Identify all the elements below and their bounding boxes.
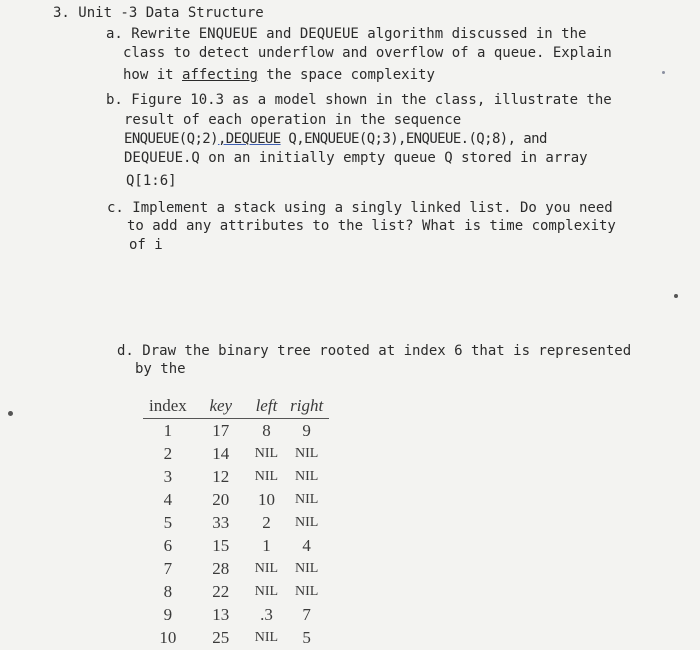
ink-dot: [8, 411, 13, 416]
table-row: [143, 557, 329, 580]
cell-left: 1: [262, 535, 271, 555]
cell-index: 8: [163, 581, 173, 601]
cell-key: 25: [212, 627, 230, 647]
question-a-line-3-start: how it: [123, 67, 183, 83]
cell-left: NIL: [254, 560, 279, 576]
cell-right: 5: [302, 627, 311, 647]
cell-left: .3: [260, 604, 273, 624]
question-a-line-3: [123, 66, 435, 84]
question-d-line-2: by the: [135, 361, 186, 377]
question-a-line-3-end: the space complexity: [257, 67, 435, 83]
question-b-line-2: result of each operation in the sequence: [124, 112, 462, 128]
cell-left: NIL: [254, 468, 279, 484]
cell-right: NIL: [294, 583, 319, 599]
question-b-line-3: [124, 130, 547, 148]
cell-right: 7: [302, 604, 311, 624]
table-row: [143, 626, 329, 649]
table-row: [143, 511, 329, 534]
cell-index: 6: [163, 535, 173, 555]
cell-left: NIL: [254, 445, 279, 461]
cell-left: 2: [262, 512, 271, 532]
underlined-word: affecting: [182, 67, 258, 83]
table-header-row: [143, 394, 329, 419]
ink-dot: [674, 294, 678, 298]
section-title: 3. Unit -3 Data Structure: [53, 5, 264, 21]
cell-right: NIL: [294, 560, 319, 576]
cell-index: 9: [163, 604, 173, 624]
cell-index: 7: [163, 558, 173, 578]
cell-index: 4: [163, 489, 173, 509]
table-row: [143, 442, 329, 465]
ink-dot: [662, 71, 665, 74]
spellcheck-underline: ,DEQUEUE: [217, 131, 281, 147]
cell-key: 12: [212, 466, 230, 486]
cell-right: NIL: [294, 514, 319, 530]
question-b-line-4: DEQUEUE.Q on an initially empty queue Q stored in array: [124, 150, 588, 166]
question-b-line-3-end: Q,ENQUEUE(Q;3),ENQUEUE.(Q;8), and: [280, 131, 547, 147]
cell-left: 8: [262, 420, 271, 440]
cell-right: NIL: [294, 491, 319, 507]
header-right: right: [284, 394, 329, 419]
cell-index: 10: [159, 627, 177, 647]
cell-right: NIL: [294, 468, 319, 484]
cell-key: 14: [212, 443, 230, 463]
cell-right: 4: [302, 535, 311, 555]
question-a-line-2: class to detect underflow and overflow of a queue. Explain: [123, 45, 612, 61]
question-d-line-1: d. Draw the binary tree rooted at index 6 that is represented: [117, 343, 632, 359]
cell-right: NIL: [294, 445, 319, 461]
cell-left: NIL: [254, 629, 279, 645]
cell-index: 5: [163, 512, 173, 532]
cell-key: 13: [212, 604, 230, 624]
table-row: [143, 488, 329, 511]
cell-key: 28: [212, 558, 230, 578]
question-c-line-3: of i: [129, 237, 163, 253]
cell-left: NIL: [254, 583, 279, 599]
table-row: [143, 465, 329, 488]
cell-key: 33: [212, 512, 230, 532]
header-index: index: [143, 394, 193, 419]
table-row: [143, 419, 329, 443]
question-b-line-3-start: ENQUEUE(Q;2): [124, 131, 218, 147]
question-b-line-5: Q[1:6]: [126, 173, 177, 189]
question-c-line-2: to add any attributes to the list? What is time complexity: [127, 218, 616, 234]
cell-index: 3: [163, 466, 173, 486]
cell-key: 17: [212, 420, 230, 440]
header-left: left: [249, 394, 284, 419]
question-a-line-1: a. Rewrite ENQUEUE and DEQUEUE algorithm discussed in the: [106, 26, 587, 42]
cell-key: 15: [212, 535, 230, 555]
question-b-line-1: b. Figure 10.3 as a model shown in the class, illustrate the: [106, 92, 612, 108]
cell-index: 2: [163, 443, 173, 463]
table-row: [143, 580, 329, 603]
cell-key: 22: [212, 581, 230, 601]
question-c-line-1: c. Implement a stack using a singly linked list. Do you need: [107, 200, 613, 216]
cell-key: 20: [212, 489, 230, 509]
table-row: [143, 534, 329, 557]
cell-left: 10: [257, 489, 275, 509]
cell-right: 9: [302, 420, 311, 440]
binary-tree-table: [143, 394, 329, 649]
header-key: key: [193, 394, 249, 419]
cell-index: 1: [163, 420, 173, 440]
table-row: [143, 603, 329, 626]
